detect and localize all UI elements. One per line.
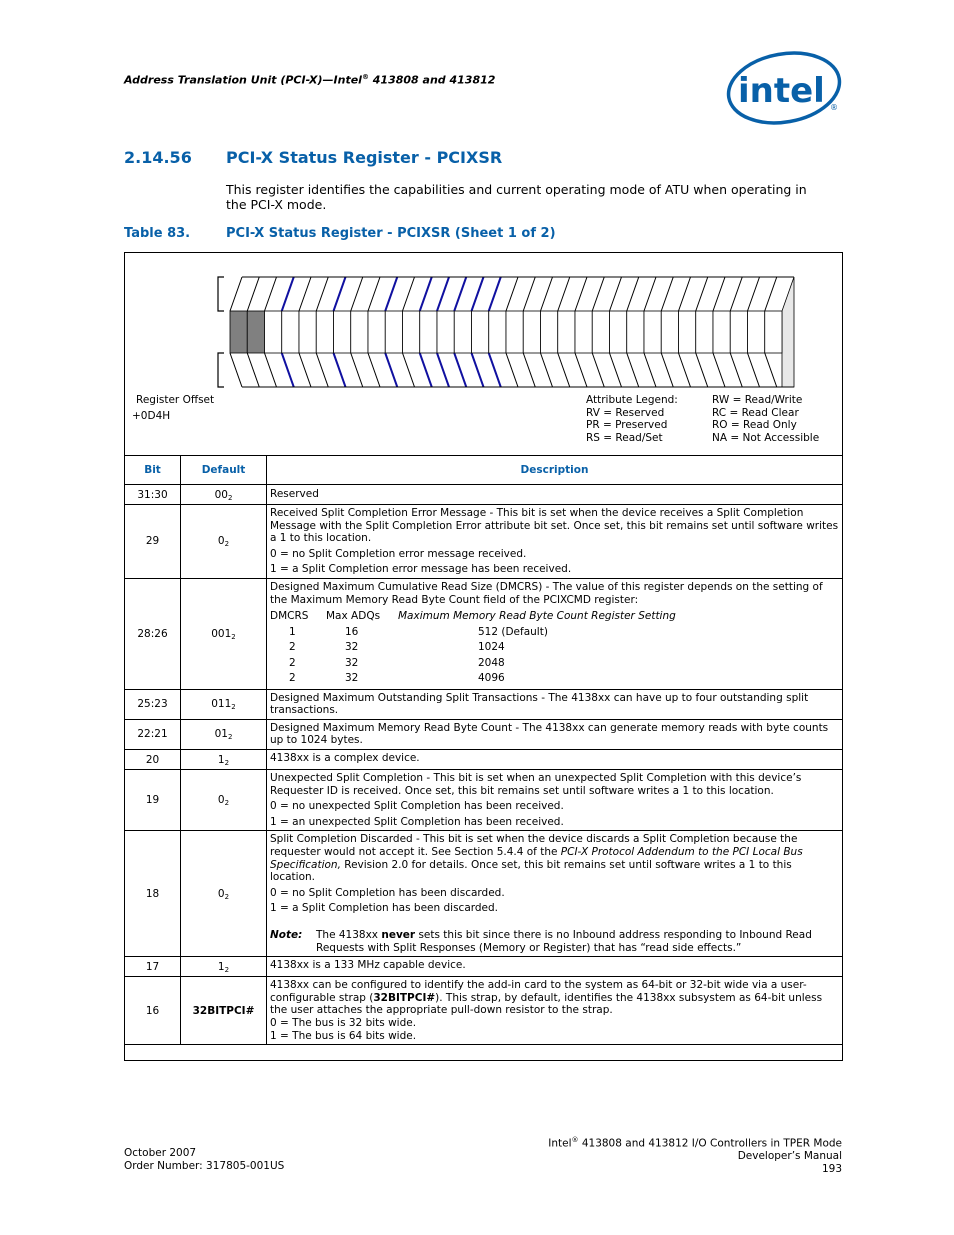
bit-cell-28 bbox=[282, 311, 299, 353]
intro-paragraph: This register identifies the capabilities and current operating mode of ATU when operating in the PCI-X mode. bbox=[226, 182, 807, 212]
default-cell: $011_2$ bbox=[181, 689, 267, 719]
default-cell: 32BITPCI# bbox=[181, 977, 267, 1045]
bit-cell-2 bbox=[730, 311, 747, 353]
description-cell: Designed Maximum Memory Read Byte Count - The 4138xx can generate memory reads with byte counts up to 1024 bytes. bbox=[267, 719, 843, 749]
header-bit: Bit bbox=[125, 456, 181, 485]
bit-bottom-divider-29 bbox=[282, 353, 294, 387]
default-cell: $01_2$ bbox=[181, 719, 267, 749]
bit-cell-13 bbox=[541, 311, 558, 353]
bit-bottom-divider-15 bbox=[523, 353, 535, 387]
bit-top-divider-8 bbox=[644, 277, 656, 311]
description-cell: Designed Maximum Outstanding Split Transactions - The 4138xx can have up to four outstanding split transactions. bbox=[267, 689, 843, 719]
diagram-left-top-edge bbox=[230, 277, 242, 311]
default-cell: $00_2$ bbox=[181, 485, 267, 505]
bit-bottom-divider-25 bbox=[351, 353, 363, 387]
description-cell: 4138xx can be configured to identify the add-in card to the system as 64-bit or 32-bit wide via a user-configurable strap (32BITPCI#). This strap, by default, identifies the 4138xx subsystem as 64-bit unless the user attaches the appropriate pull-down resistor to the strap. 0 = The bus is 32 bits wide. 1 = The bus is 64 bits wide. bbox=[267, 977, 843, 1045]
bit-top-divider-24 bbox=[368, 277, 380, 311]
bit-cell-24 bbox=[351, 311, 368, 353]
bit-top-divider-22 bbox=[403, 277, 415, 311]
legend-right bbox=[712, 394, 819, 444]
bit-cell: 17 bbox=[125, 957, 181, 977]
bit-bottom-divider-21 bbox=[420, 353, 432, 387]
bit-bottom-divider-9 bbox=[627, 353, 639, 387]
bit-cell: 20 bbox=[125, 750, 181, 770]
bit-cell: 22:21 bbox=[125, 719, 181, 749]
bit-bottom-divider-17 bbox=[489, 353, 501, 387]
table-row bbox=[125, 719, 843, 749]
table-row bbox=[125, 578, 843, 689]
bit-top-divider-21 bbox=[420, 277, 432, 311]
svg-text:®: ® bbox=[830, 103, 838, 112]
bit-cell-16 bbox=[489, 311, 506, 353]
bit-top-divider-28 bbox=[299, 277, 311, 311]
bit-cell: 28:26 bbox=[125, 578, 181, 689]
bit-cell-5 bbox=[679, 311, 696, 353]
bit-top-divider-29 bbox=[282, 277, 294, 311]
bit-cell-23 bbox=[368, 311, 385, 353]
footer-doc-title: Intel® 413808 and 413812 I/O Controllers in TPER Mode bbox=[548, 1136, 842, 1150]
bit-bottom-divider-8 bbox=[644, 353, 656, 387]
description-cell: 4138xx is a 133 MHz capable device. bbox=[267, 957, 843, 977]
table-row bbox=[125, 505, 843, 579]
bit-bottom-divider-20 bbox=[437, 353, 449, 387]
bit-cell-7 bbox=[644, 311, 661, 353]
legend-item: NA = Not Accessible bbox=[712, 431, 820, 444]
footer-page: 193 bbox=[821, 1162, 842, 1175]
legend-title: Attribute Legend: bbox=[586, 394, 678, 406]
bit-top-divider-14 bbox=[541, 277, 553, 311]
bit-cell: 29 bbox=[125, 505, 181, 579]
table-header-row bbox=[125, 456, 843, 485]
bit-cell-4 bbox=[696, 311, 713, 353]
legend-item: RS = Read/Set bbox=[586, 431, 663, 444]
bit-cell: 18 bbox=[125, 831, 181, 957]
bit-top-divider-6 bbox=[679, 277, 691, 311]
running-header: Address Translation Unit (PCI-X)—Intel® 413808 and 413812 bbox=[124, 73, 496, 87]
bit-cell-30 bbox=[247, 311, 264, 353]
bit-bottom-divider-14 bbox=[541, 353, 553, 387]
footer-order: Order Number: 317805-001US bbox=[124, 1159, 285, 1172]
svg-text:intel: intel bbox=[738, 71, 825, 111]
default-cell: $001_2$ bbox=[181, 578, 267, 689]
bit-cell-0 bbox=[765, 311, 782, 353]
section-number: 2.14.56 bbox=[124, 148, 192, 167]
bit-cell-14 bbox=[523, 311, 540, 353]
bit-cell-22 bbox=[385, 311, 402, 353]
legend-item: RO = Read Only bbox=[712, 419, 797, 431]
bit-bottom-divider-22 bbox=[403, 353, 415, 387]
bit-top-divider-5 bbox=[696, 277, 708, 311]
bit-top-divider-31 bbox=[247, 277, 259, 311]
dmcrs-table: DMCRS Max ADQs Maximum Memory Read Byte Count Register Setting 1 16 512 (Default) 2 32 1024 2 32 2048 2 32 4096 bbox=[270, 610, 676, 685]
bit-cell-29 bbox=[265, 311, 282, 353]
table-title: PCI-X Status Register - PCIXSR (Sheet 1 of 2) bbox=[226, 226, 556, 241]
bit-top-divider-12 bbox=[575, 277, 587, 311]
bit-top-divider-18 bbox=[472, 277, 484, 311]
bit-bottom-divider-13 bbox=[558, 353, 570, 387]
bit-top-divider-15 bbox=[523, 277, 535, 311]
bit-top-divider-11 bbox=[592, 277, 604, 311]
table-row bbox=[125, 485, 843, 505]
bit-top-divider-10 bbox=[610, 277, 622, 311]
bit-bottom-divider-27 bbox=[316, 353, 328, 387]
legend-left bbox=[586, 394, 678, 444]
default-cell: $0_2$ bbox=[181, 831, 267, 957]
bit-top-divider-25 bbox=[351, 277, 363, 311]
footer-date: October 2007 bbox=[124, 1147, 197, 1159]
bit-cell-19 bbox=[437, 311, 454, 353]
legend-item: RC = Read Clear bbox=[712, 406, 799, 419]
bit-cell: 25:23 bbox=[125, 689, 181, 719]
legend-item: RV = Reserved bbox=[586, 406, 665, 419]
bit-bottom-divider-6 bbox=[679, 353, 691, 387]
diagram-side-face bbox=[782, 277, 794, 387]
diagram-left-bottom-edge bbox=[230, 353, 242, 387]
bit-bottom-divider-7 bbox=[661, 353, 673, 387]
table-number: Table 83. bbox=[124, 226, 191, 241]
bit-top-divider-17 bbox=[489, 277, 501, 311]
default-cell: $0_2$ bbox=[181, 770, 267, 831]
bit-cell-20 bbox=[420, 311, 437, 353]
bit-cell-6 bbox=[661, 311, 678, 353]
bit-cell-10 bbox=[592, 311, 609, 353]
bit-cell-18 bbox=[454, 311, 471, 353]
footer-manual: Developer’s Manual bbox=[737, 1150, 842, 1162]
description-cell: Reserved bbox=[267, 485, 843, 505]
bit-bottom-divider-30 bbox=[265, 353, 277, 387]
header-default: Default bbox=[181, 456, 267, 485]
bit-top-divider-20 bbox=[437, 277, 449, 311]
description-cell: Designed Maximum Cumulative Read Size (DMCRS) - The value of this register depends on the setting of the Maximum Memory Read Byte Count field of the PCIXCMD register: DMCRS Max ADQs Maximum Memory Read Byte Count Register Setting 1 16 512 (Default) 2 32 1024 2 32 2048 2 32 4096 bbox=[267, 578, 843, 689]
intel-logo bbox=[724, 50, 844, 134]
table-row bbox=[125, 957, 843, 977]
bit-cell-11 bbox=[575, 311, 592, 353]
bit-top-divider-27 bbox=[316, 277, 328, 311]
table-row bbox=[125, 750, 843, 770]
bit-cell-1 bbox=[748, 311, 765, 353]
register-table bbox=[124, 455, 843, 1045]
bit-bottom-divider-16 bbox=[506, 353, 518, 387]
bit-bottom-divider-5 bbox=[696, 353, 708, 387]
bit-top-divider-4 bbox=[713, 277, 725, 311]
bit-cell: 16 bbox=[125, 977, 181, 1045]
bit-top-divider-19 bbox=[454, 277, 466, 311]
header-description: Description bbox=[267, 456, 843, 485]
legend-item: RW = Read/Write bbox=[712, 394, 803, 406]
bit-top-divider-1 bbox=[765, 277, 777, 311]
bracket-bottom bbox=[218, 353, 224, 387]
bit-top-divider-23 bbox=[385, 277, 397, 311]
bit-cell-17 bbox=[472, 311, 489, 353]
bit-bottom-divider-19 bbox=[454, 353, 466, 387]
bit-top-divider-3 bbox=[730, 277, 742, 311]
register-offset-value: +0D4H bbox=[132, 410, 171, 422]
bit-cell-3 bbox=[713, 311, 730, 353]
bit-cell-31 bbox=[230, 311, 247, 353]
bit-bottom-divider-3 bbox=[730, 353, 742, 387]
bit-top-divider-16 bbox=[506, 277, 518, 311]
bit-top-divider-30 bbox=[265, 277, 277, 311]
bit-bottom-divider-4 bbox=[713, 353, 725, 387]
bit-bottom-divider-11 bbox=[592, 353, 604, 387]
description-cell: Received Split Completion Error Message - This bit is set when the device receives a Split Completion Message with the Split Completion Error attribute bit set. Once set, this bit remains set until software writes a 1 to this location. 0 = no Split Completion error message received. 1 = a Split Completion error message has been received. bbox=[267, 505, 843, 579]
bit-bottom-divider-23 bbox=[385, 353, 397, 387]
default-cell: $1_2$ bbox=[181, 750, 267, 770]
bit-bottom-divider-31 bbox=[247, 353, 259, 387]
bit-cell-8 bbox=[627, 311, 644, 353]
bit-cell: 31:30 bbox=[125, 485, 181, 505]
section-title: PCI-X Status Register - PCIXSR bbox=[226, 148, 503, 167]
footer-left bbox=[124, 1147, 284, 1172]
table-row bbox=[125, 831, 843, 957]
bit-top-divider-9 bbox=[627, 277, 639, 311]
bit-bottom-divider-28 bbox=[299, 353, 311, 387]
bit-bottom-divider-1 bbox=[765, 353, 777, 387]
description-cell: Split Completion Discarded - This bit is set when the device discards a Split Completion because the requester would not accept it. See Section 5.4.4 of the PCI-X Protocol Addendum to the PCI Local Bus Specification, Revision 2.0 for details. Once set, this bit remains set until software writes a 1 to this location. 0 = no Split Completion has been discarded. 1 = a Split Completion has been discarded. Note: The 4138xx never sets this bit since there is no Inbound address responding to Inbound Read Requests with Split Responses (Memory or Register) that has “read side effects.” bbox=[267, 831, 843, 957]
table-row bbox=[125, 977, 843, 1045]
bit-cell-9 bbox=[610, 311, 627, 353]
register-offset-label: Register Offset bbox=[136, 394, 215, 406]
bit-cell-26 bbox=[316, 311, 333, 353]
description-cell: Unexpected Split Completion - This bit is set when an unexpected Split Completion with this device’s Requester ID is received. Once set, this bit remains set until software writes a 1 to this location. 0 = no unexpected Split Completion has been received. 1 = an unexpected Split Completion has been received. bbox=[267, 770, 843, 831]
bit-cell-21 bbox=[403, 311, 420, 353]
bit-bottom-divider-12 bbox=[575, 353, 587, 387]
bit-top-divider-26 bbox=[334, 277, 346, 311]
bit-cell: 19 bbox=[125, 770, 181, 831]
bit-bottom-divider-2 bbox=[748, 353, 760, 387]
table-row bbox=[125, 689, 843, 719]
bit-top-divider-2 bbox=[748, 277, 760, 311]
description-cell: 4138xx is a complex device. bbox=[267, 750, 843, 770]
footer-right bbox=[548, 1134, 842, 1175]
bit-top-divider-7 bbox=[661, 277, 673, 311]
bit-bottom-divider-10 bbox=[610, 353, 622, 387]
bracket-top bbox=[218, 277, 224, 311]
bit-bottom-divider-18 bbox=[472, 353, 484, 387]
bit-cell-12 bbox=[558, 311, 575, 353]
bit-cell-15 bbox=[506, 311, 523, 353]
bit-bottom-divider-26 bbox=[334, 353, 346, 387]
bit-cell-25 bbox=[334, 311, 351, 353]
bit-cell-27 bbox=[299, 311, 316, 353]
legend-item: PR = Preserved bbox=[586, 419, 668, 431]
bit-top-divider-13 bbox=[558, 277, 570, 311]
note: Note: The 4138xx never sets this bit since there is no Inbound address responding to Inbound Read Requests with Split Responses (Memory or Register) that has “read side effects.” bbox=[270, 928, 812, 954]
bit-bottom-divider-24 bbox=[368, 353, 380, 387]
table-row bbox=[125, 770, 843, 831]
default-cell: $0_2$ bbox=[181, 505, 267, 579]
default-cell: $1_2$ bbox=[181, 957, 267, 977]
